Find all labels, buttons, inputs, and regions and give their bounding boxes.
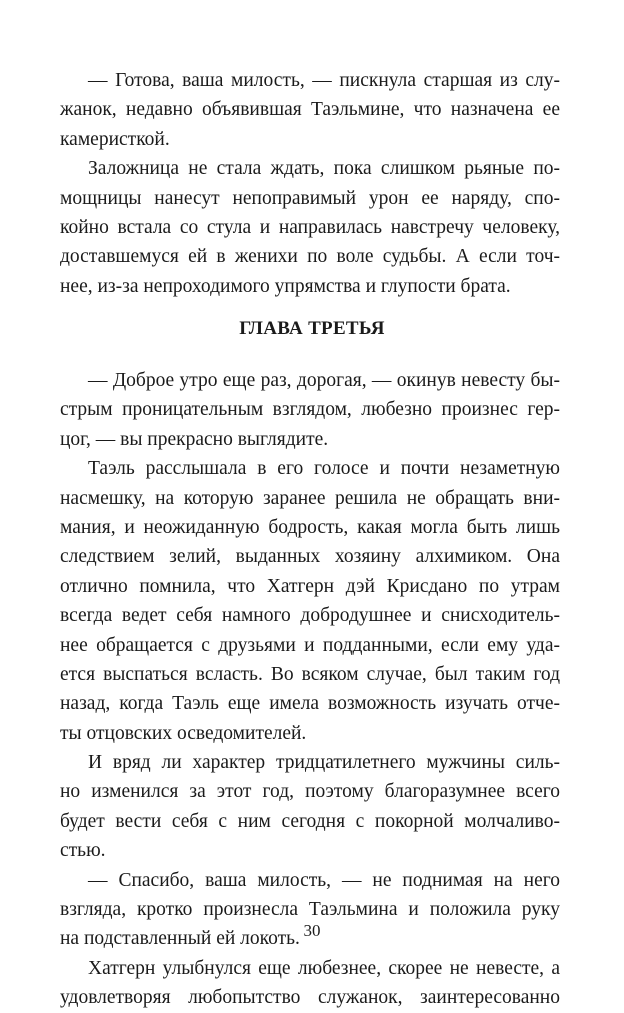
text-line: мания, и неожиданную бодрость, какая могла быть лишь	[60, 516, 560, 538]
chapter-title: ГЛАВА ТРЕТЬЯ	[239, 318, 385, 339]
text-line: Таэль расслышала в его голосе и почти незаметную	[88, 458, 560, 480]
text-line: удовлетворяя любопытство служанок, заинтересованно	[60, 987, 560, 1009]
text-line: нее, из-за непроходимого упрямства и глупости брата.	[60, 275, 511, 297]
text-line: И вряд ли характер тридцатилетнего мужчины силь-	[88, 752, 560, 774]
text-line: будет вести себя с ним сегодня с покорной молчаливо-	[60, 810, 560, 832]
text-block-bottom	[60, 366, 560, 1013]
text-line: насмешку, на которую заранее решила не обращать вни-	[60, 487, 560, 509]
text-line: камеристкой.	[60, 128, 170, 150]
text-line: на подставленный ей локоть.	[60, 928, 300, 950]
text-line: цог, — вы прекрасно выглядите.	[60, 428, 329, 450]
text-line: ется выспаться всласть. Во всяком случае, был таким год	[60, 663, 560, 685]
text-line: но изменился за этот год, поэтому благоразумнее всего	[60, 781, 560, 803]
text-line: взгляда, кротко произнесла Таэльмина и положила руку	[60, 899, 560, 921]
text-line: — Спасибо, ваша милость, — не поднимая на него	[88, 869, 560, 891]
text-line: всегда ведет себя намного добродушнее и снисходитель-	[60, 605, 560, 627]
text-line: стью.	[60, 840, 106, 862]
text-line: доставшемуся ей в женихи по воле судьбы. А если точ-	[60, 246, 560, 268]
text-line: отлично помнила, что Хатгерн дэй Крисдано по утрам	[60, 575, 560, 597]
text-line: жанок, недавно объявившая Таэльмине, что назначена ее	[60, 99, 560, 121]
text-line: Заложница не стала ждать, пока слишком рьяные по-	[88, 158, 560, 180]
text-line: койно встала со стула и направилась навстречу человеку,	[60, 216, 560, 238]
text-line: назад, когда Таэль еще имела возможность изучать отче-	[60, 693, 560, 715]
text-line: — Готова, ваша милость, — пискнула старшая из слу-	[88, 70, 560, 91]
page-number: 30	[303, 921, 321, 940]
text-line: следствием зелий, выданных хозяину алхимиком. Она	[60, 546, 560, 568]
text-line: стрым проницательным взглядом, любезно произнес гер-	[60, 399, 560, 421]
text-line: нее обращается с друзьями и подданными, если ему уда-	[60, 634, 560, 656]
text-line: Хатгерн улыбнулся еще любезнее, скорее не невесте, а	[88, 957, 560, 979]
text-line: — Доброе утро еще раз, дорогая, — окинув невесту бы-	[88, 370, 560, 391]
text-block-top	[60, 66, 560, 301]
text-line: мощницы нанесут непоправимый урон ее наряду, спо-	[60, 187, 560, 209]
text-line: ты отцовских осведомителей.	[60, 722, 307, 744]
